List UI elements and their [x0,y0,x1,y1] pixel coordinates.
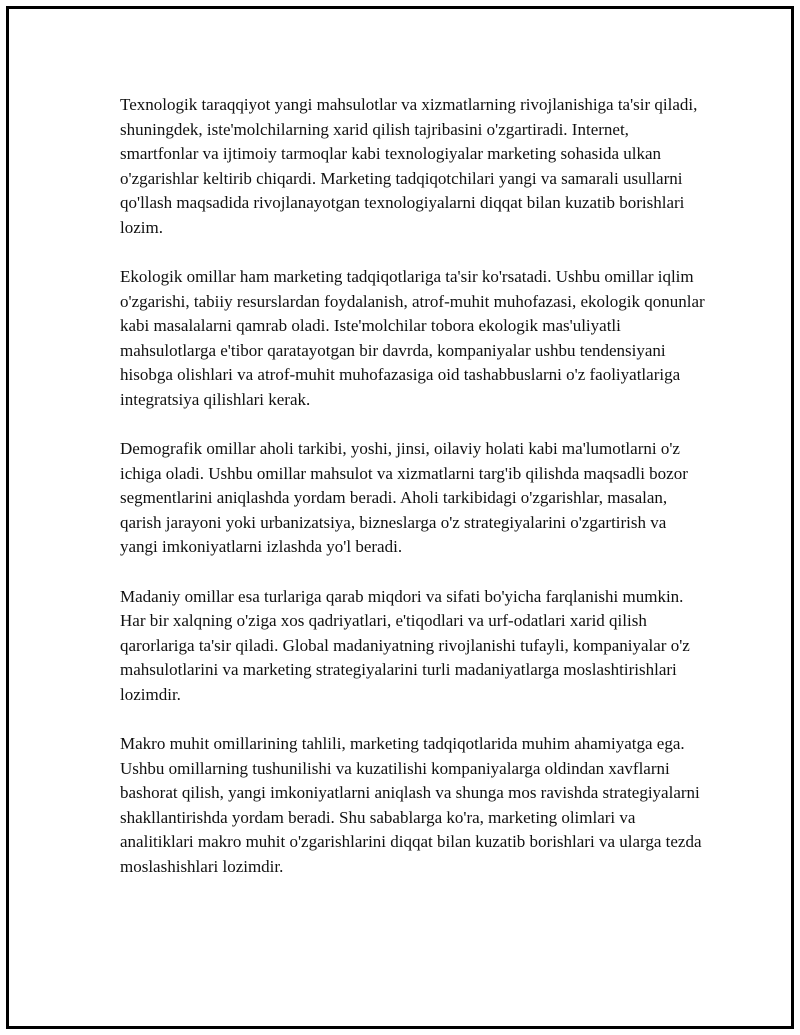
page-frame [6,6,794,1029]
paragraph-macro-environment: Makro muhit omillarining tahlili, marketing tadqiqotlarida muhim ahamiyatga ega. Ushbu omillarning tushunilishi va kuzatilishi kompaniyalarga oldindan xavflarni bashorat qilish, yangi imkoniyatlarni aniqlash va shunga mos ravishda strategiyalarni shakllantirishda yordam beradi. Shu sabablarga ko'ra, marketing olimlari va analitiklari makro muhit o'zgarishlarini diqqat bilan kuzatib borishlari va ularga tezda moslashishlari lozimdir. [120,734,702,876]
paragraph-demography: Demografik omillar aholi tarkibi, yoshi, jinsi, oilaviy holati kabi ma'lumotlarni o'z ichiga oladi. Ushbu omillar mahsulot va xizmatlarni targ'ib qilishda maqsadli bozor segmentlarini aniqlashda yordam beradi. Aholi tarkibidagi o'zgarishlar, masalan, qarish jarayoni yoki urbanizatsiya, bizneslarga o'z strategiyalarini o'zgartirish va yangi imkoniyatlarni izlashda yo'l beradi. [120,439,688,556]
document-body [120,93,705,904]
paragraph-culture: Madaniy omillar esa turlariga qarab miqdori va sifati bo'yicha farqlanishi mumkin. Har bir xalqning o'ziga xos qadriyatlari, e'tiqodlari va urf-odatlari xarid qilish qarorlariga ta'sir qiladi. Global madaniyatning rivojlanishi tufayli, kompaniyalar o'z mahsulotlarini va marketing strategiyalarini turli madaniyatlarga moslashtirishlari lozimdir. [120,586,690,704]
paragraph-ecology: Ekologik omillar ham marketing tadqiqotlariga ta'sir ko'rsatadi. Ushbu omillar iqlim o'zgarishi, tabiiy resurslardan foydalanish, atrof-muhit muhofazasi, ekologik qonunlar kabi masalalarni qamrab oladi. Iste'molchilar tobora ekologik mas'uliyatli mahsulotlarga e'tibor qaratayotgan bir davrda, kompaniyalar ushbu tendensiyani hisobga olishlari va atrof-muhit muhofazasiga oid tashabbuslarni o'z faoliyatlariga integratsiya qilishlari kerak. [120,267,705,409]
paragraph-technology: Texnologik taraqqiyot yangi mahsulotlar va xizmatlarning rivojlanishiga ta'sir qiladi, shuningdek, iste'molchilarning xarid qilish tajribasini o'zgartiradi. Internet, smartfonlar va ijtimoiy tarmoqlar kabi texnologiyalar marketing sohasida ulkan o'zgarishlar keltirib chiqardi. Marketing tadqiqotchilari yangi va samarali usullarni qo'llash maqsadida rivojlanayotgan texnologiyalarni diqqat bilan kuzatib borishlari lozim. [120,95,698,237]
